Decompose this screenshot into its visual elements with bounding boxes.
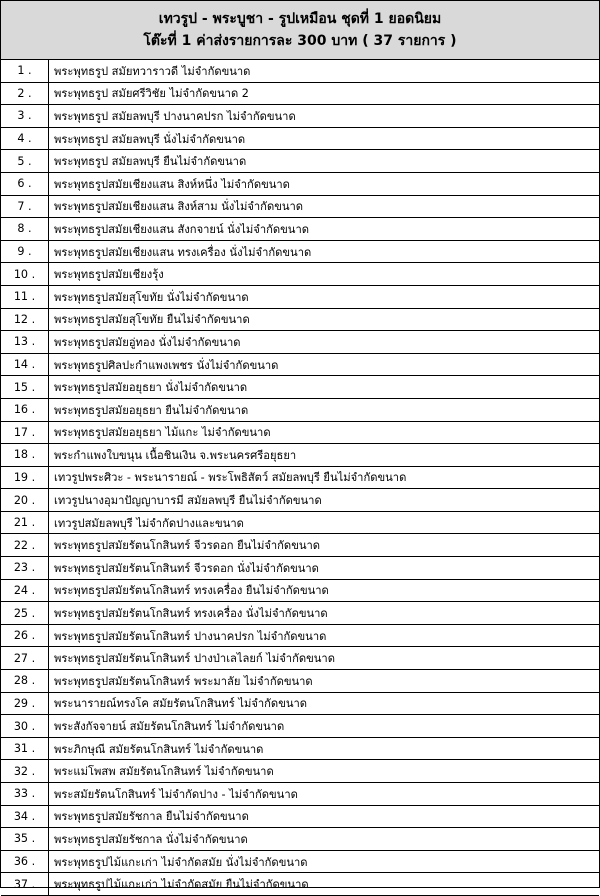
- item-number: 32 .: [1, 760, 49, 783]
- item-name: พระพุทธรูปสมัยเชียงแสน สิงห์สาม นั่งไม่จำกัดขนาด: [49, 195, 600, 218]
- table-row: [1, 624, 599, 647]
- item-name: พระพุทธรูปไม้แกะเก่า ไม่จำกัดสมัย ยืนไม่จำกัดขนาด: [49, 873, 600, 896]
- table-row: [1, 670, 599, 693]
- item-name: พระกำแพงใบขนุน เนื้อชินเงิน จ.พระนครศรีอยุธยา: [49, 444, 600, 467]
- item-name: พระพุทธรูปสมัยอู่ทอง นั่งไม่จำกัดขนาด: [49, 331, 600, 354]
- item-number: 21 .: [1, 511, 49, 534]
- table-row: [1, 285, 599, 308]
- item-name: เทวรูปสมัยลพบุรี ไม่จำกัดปางและขนาด: [49, 511, 600, 534]
- item-number: 20 .: [1, 489, 49, 512]
- table-row: [1, 737, 599, 760]
- item-number: 8 .: [1, 218, 49, 241]
- table-row: [1, 489, 599, 512]
- table-row: [1, 82, 599, 105]
- item-name: พระพุทธรูปสมัยเชียงแสน สังกจายน์ นั่งไม่จำกัดขนาด: [49, 218, 600, 241]
- table-row: [1, 195, 599, 218]
- item-number: 4 .: [1, 127, 49, 150]
- item-number: 1 .: [1, 60, 49, 82]
- list-title: เทวรูป - พระบูชา - รูปเหมือน ชุดที่ 1 ยอดนิยม: [158, 11, 442, 27]
- item-name: พระพุทธรูปสมัยรัชกาล ยืนไม่จำกัดขนาด: [49, 805, 600, 828]
- item-number: 37 .: [1, 873, 49, 896]
- item-name: พระพุทธรูปสมัยรัตนโกสินทร์ ปางนาคปรก ไม่จำกัดขนาด: [49, 624, 600, 647]
- table-row: [1, 218, 599, 241]
- item-number: 31 .: [1, 737, 49, 760]
- table-row: [1, 466, 599, 489]
- table-row: [1, 331, 599, 354]
- item-number: 18 .: [1, 444, 49, 467]
- item-number: 5 .: [1, 150, 49, 173]
- item-number: 12 .: [1, 308, 49, 331]
- item-name: พระแม่โพสพ สมัยรัตนโกสินทร์ ไม่จำกัดขนาด: [49, 760, 600, 783]
- item-number: 7 .: [1, 195, 49, 218]
- table-row: [1, 828, 599, 851]
- table-row: [1, 421, 599, 444]
- item-name: พระพุทธรูปสมัยสุโขทัย นั่งไม่จำกัดขนาด: [49, 285, 600, 308]
- item-name: พระพุทธรูปสมัยรัตนโกสินทร์ จีวรดอก นั่งไม่จำกัดขนาด: [49, 557, 600, 580]
- item-name: พระพุทธรูปสมัยเชียงรุ้ง: [49, 263, 600, 286]
- table-row: [1, 805, 599, 828]
- item-number: 3 .: [1, 105, 49, 128]
- item-number: 14 .: [1, 353, 49, 376]
- table-row: [1, 760, 599, 783]
- table-row: [1, 398, 599, 421]
- item-name: พระพุทธรูปสมัยรัตนโกสินทร์ พระมาลัย ไม่จำกัดขนาด: [49, 670, 600, 693]
- item-name: พระพุทธรูปสมัยรัชกาล นั่งไม่จำกัดขนาด: [49, 828, 600, 851]
- table-row: [1, 692, 599, 715]
- list-subtitle: โต๊ะที่ 1 ค่าส่งรายการละ 300 บาท ( 37 รายการ ): [143, 33, 457, 49]
- item-number: 36 .: [1, 850, 49, 873]
- item-name: พระพุทธรูป สมัยลพบุรี นั่งไม่จำกัดขนาด: [49, 127, 600, 150]
- item-number: 26 .: [1, 624, 49, 647]
- table-row: [1, 715, 599, 738]
- table-row: [1, 511, 599, 534]
- item-number: 9 .: [1, 240, 49, 263]
- item-number: 34 .: [1, 805, 49, 828]
- item-name: พระพุทธรูป สมัยทวาราวดี ไม่จำกัดขนาด: [49, 60, 600, 82]
- item-name: พระพุทธรูปสมัยรัตนโกสินทร์ จีวรดอก ยืนไม่จำกัดขนาด: [49, 534, 600, 557]
- table-row: [1, 783, 599, 806]
- item-number: 17 .: [1, 421, 49, 444]
- item-name: พระสังกัจจายน์ สมัยรัตนโกสินทร์ ไม่จำกัดขนาด: [49, 715, 600, 738]
- item-number: 13 .: [1, 331, 49, 354]
- item-number: 10 .: [1, 263, 49, 286]
- table-row: [1, 60, 599, 82]
- item-name: พระพุทธรูปสมัยอยุธยา ยืนไม่จำกัดขนาด: [49, 398, 600, 421]
- table-row: [1, 376, 599, 399]
- item-number: 25 .: [1, 602, 49, 625]
- item-number: 35 .: [1, 828, 49, 851]
- item-number: 23 .: [1, 557, 49, 580]
- item-number: 30 .: [1, 715, 49, 738]
- item-number: 11 .: [1, 285, 49, 308]
- table-row: [1, 308, 599, 331]
- item-name: พระพุทธรูป สมัยลพบุรี ปางนาคปรก ไม่จำกัดขนาด: [49, 105, 600, 128]
- table-row: [1, 579, 599, 602]
- item-number: 6 .: [1, 172, 49, 195]
- item-number: 29 .: [1, 692, 49, 715]
- table-row: [1, 534, 599, 557]
- item-name: พระพุทธรูปสมัยอยุธยา นั่งไม่จำกัดขนาด: [49, 376, 600, 399]
- item-number: 2 .: [1, 82, 49, 105]
- item-name: พระสมัยรัตนโกสินทร์ ไม่จำกัดปาง - ไม่จำกัดขนาด: [49, 783, 600, 806]
- table-row: [1, 647, 599, 670]
- item-number: 28 .: [1, 670, 49, 693]
- table-row: [1, 263, 599, 286]
- item-name: พระพุทธรูปสมัยรัตนโกสินทร์ ทรงเครื่อง ยืนไม่จำกัดขนาด: [49, 579, 600, 602]
- item-name: พระพุทธรูป สมัยลพบุรี ยืนไม่จำกัดขนาด: [49, 150, 600, 173]
- list-header: [1, 1, 599, 60]
- table-row: [1, 240, 599, 263]
- item-name: พระพุทธรูปไม้แกะเก่า ไม่จำกัดสมัย นั่งไม่จำกัดขนาด: [49, 850, 600, 873]
- item-name: พระพุทธรูปศิลปะกำแพงเพชร นั่งไม่จำกัดขนาด: [49, 353, 600, 376]
- item-number: 24 .: [1, 579, 49, 602]
- item-number: 27 .: [1, 647, 49, 670]
- table-row: [1, 353, 599, 376]
- items-table-body: [1, 60, 599, 895]
- item-number: 16 .: [1, 398, 49, 421]
- item-name: พระพุทธรูปสมัยเชียงแสน สิงห์หนึ่ง ไม่จำกัดขนาด: [49, 172, 600, 195]
- items-table: [1, 60, 599, 896]
- table-row: [1, 557, 599, 580]
- table-row: [1, 105, 599, 128]
- table-row: [1, 127, 599, 150]
- table-row: [1, 873, 599, 896]
- item-name: พระพุทธรูป สมัยศรีวิชัย ไม่จำกัดขนาด 2: [49, 82, 600, 105]
- table-row: [1, 150, 599, 173]
- item-name: พระพุทธรูปสมัยรัตนโกสินทร์ ทรงเครื่อง นั่งไม่จำกัดขนาด: [49, 602, 600, 625]
- item-name: พระพุทธรูปสมัยเชียงแสน ทรงเครื่อง นั่งไม่จำกัดขนาด: [49, 240, 600, 263]
- item-name: พระภิกษุณี สมัยรัตนโกสินทร์ ไม่จำกัดขนาด: [49, 737, 600, 760]
- item-number: 19 .: [1, 466, 49, 489]
- item-name: พระพุทธรูปสมัยรัตนโกสินทร์ ปางป่าเลไลยก์ ไม่จำกัดขนาด: [49, 647, 600, 670]
- item-number: 33 .: [1, 783, 49, 806]
- table-row: [1, 850, 599, 873]
- item-name: พระพุทธรูปสมัยอยุธยา ไม้แกะ ไม่จำกัดขนาด: [49, 421, 600, 444]
- table-row: [1, 172, 599, 195]
- item-name: เทวรูปนางอุมาปัญญาบารมี สมัยลพบุรี ยืนไม่จำกัดขนาด: [49, 489, 600, 512]
- table-row: [1, 602, 599, 625]
- table-row: [1, 444, 599, 467]
- item-name: พระนารายณ์ทรงโค สมัยรัตนโกสินทร์ ไม่จำกัดขนาด: [49, 692, 600, 715]
- item-number: 22 .: [1, 534, 49, 557]
- item-number: 15 .: [1, 376, 49, 399]
- item-name: เทวรูปพระศิวะ - พระนารายณ์ - พระโพธิสัตว์ สมัยลพบุรี ยืนไม่จำกัดขนาด: [49, 466, 600, 489]
- item-name: พระพุทธรูปสมัยสุโขทัย ยืนไม่จำกัดขนาด: [49, 308, 600, 331]
